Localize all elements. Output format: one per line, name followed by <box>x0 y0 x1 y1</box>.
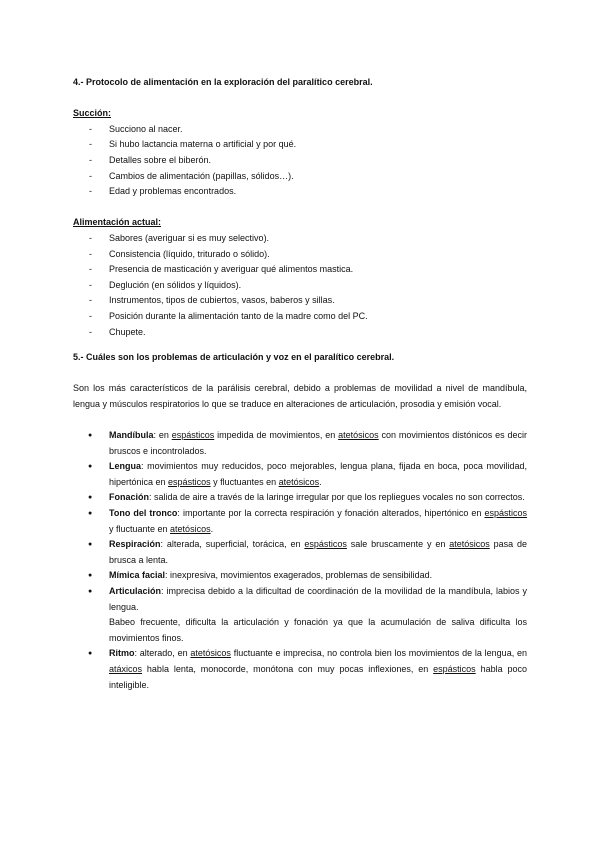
term-label: Respiración <box>109 539 161 550</box>
term-atetosicos: atetósicos <box>449 539 490 550</box>
succion-heading: Succión: <box>73 108 112 119</box>
term-espasticos: espásticos <box>168 476 211 487</box>
list-item: - Presencia de masticación y averiguar qué alimentos mastica. <box>73 262 527 278</box>
list-item: - Edad y problemas encontrados. <box>73 184 527 200</box>
term-label: Mímica facial <box>109 570 166 581</box>
item-text: habla lenta, monocorde, monótona con muy pocas inflexiones, en <box>142 663 434 674</box>
item-text: : alterado, en <box>134 648 191 659</box>
succion-list <box>73 122 527 200</box>
item-text: habla poco inteligible. <box>109 663 527 690</box>
item-text: fluctuante e imprecisa, no controla bien los movimientos de la lengua, en <box>230 648 527 659</box>
term-atetosicos: atetósicos <box>190 648 231 659</box>
list-item: - Sabores (averiguar si es muy selectivo). <box>73 231 527 247</box>
term-espasticos: espásticos <box>304 539 347 550</box>
item-text: : salida de aire a través de la laringe irregular por que los repliegues vocales no son correctos. <box>149 492 525 503</box>
term-atetosicos: atetósicos <box>278 476 320 487</box>
item-text: y fluctuante en <box>109 523 171 534</box>
section-5-title: 5.- Cuáles son los problemas de articulación y voz en el paralítico cerebral. <box>73 352 395 363</box>
term-atetosicos: atetósicos <box>338 430 379 441</box>
list-item-fonacion <box>73 490 527 506</box>
section-5-intro: Son los más característicos de la parálisis cerebral, debido a problemas de movilidad a nivel de mandíbula, lengua y músculos respiratorios lo que se traduce en alteraciones de articulación, prosodia y emisión vocal. <box>73 383 527 409</box>
term-espasticos: espásticos <box>171 430 215 441</box>
item-text: : importante por la correcta respiración y fonación alterados, hipertónico en <box>177 508 485 519</box>
list-item: - Consistencia (líquido, triturado o sólido). <box>73 247 527 263</box>
term-label: Ritmo <box>109 648 135 659</box>
term-label: Fonación <box>109 492 149 503</box>
term-atetosicos: atetósicos <box>170 523 211 534</box>
list-item-lengua <box>73 459 527 490</box>
item-text: pasa de brusca a lenta. <box>109 539 527 565</box>
list-item-mandibula <box>73 428 527 459</box>
item-text: . <box>210 523 214 534</box>
item-text: . <box>319 476 322 487</box>
item-text: impedida de movimientos, en <box>214 430 339 441</box>
item-text: sale bruscamente y en <box>346 539 450 550</box>
item-text: y fluctuantes en <box>210 476 279 487</box>
item-text: : imprecisa debido a la dificultad de coordinación de la movilidad de la mandíbula, labios y lengua. <box>109 586 527 612</box>
item-text: : movimientos muy reducidos, poco mejorables, lengua plana, fijada en boca, poca movilidad, hipertónica en <box>109 461 527 487</box>
term-ataxicos: atáxicos <box>109 663 143 674</box>
list-item: - Detalles sobre el biberón. <box>73 153 527 169</box>
list-item: - Deglución (en sólidos y líquidos). <box>73 278 527 294</box>
list-item-ritmo <box>73 646 527 693</box>
list-item: - Succiono al nacer. <box>73 122 527 138</box>
list-item: - Posición durante la alimentación tanto de la madre como del PC. <box>73 309 527 325</box>
list-item: - Instrumentos, tipos de cubiertos, vasos, baberos y sillas. <box>73 293 527 309</box>
document-page <box>73 75 527 693</box>
list-item-respiracion <box>73 537 527 568</box>
term-label: Tono del tronco <box>109 508 178 519</box>
item-text: : alterada, superficial, torácica, en <box>160 539 305 550</box>
section-4-title: 4.- Protocolo de alimentación en la exploración del paralítico cerebral. <box>73 77 373 87</box>
item-text: con movimientos distónicos es decir bruscos e incontrolados. <box>109 430 528 456</box>
problems-list <box>73 428 527 693</box>
list-item: - Cambios de alimentación (papillas, sólidos…). <box>73 169 527 185</box>
list-item-tronco <box>73 506 527 537</box>
item-text: : en <box>153 430 172 441</box>
alimentacion-heading: Alimentación actual: <box>73 217 162 228</box>
term-espasticos: espásticos <box>484 508 527 519</box>
item-text: Babeo frecuente, dificulta la articulación y fonación ya que la acumulación de saliva dificulta los movimientos finos. <box>109 617 527 643</box>
list-item: - Si hubo lactancia materna o artificial y por qué. <box>73 137 527 153</box>
list-item: - Chupete. <box>73 325 527 341</box>
term-espasticos: espásticos <box>433 663 476 674</box>
alimentacion-list <box>73 231 527 340</box>
term-label: Articulación <box>109 586 162 596</box>
item-text: : inexpresiva, movimientos exagerados, problemas de sensibilidad. <box>165 570 433 581</box>
term-label: Mandíbula <box>109 430 154 441</box>
list-item-articulacion <box>73 584 527 646</box>
list-item-mimica <box>73 568 527 584</box>
term-label: Lengua <box>109 461 142 472</box>
